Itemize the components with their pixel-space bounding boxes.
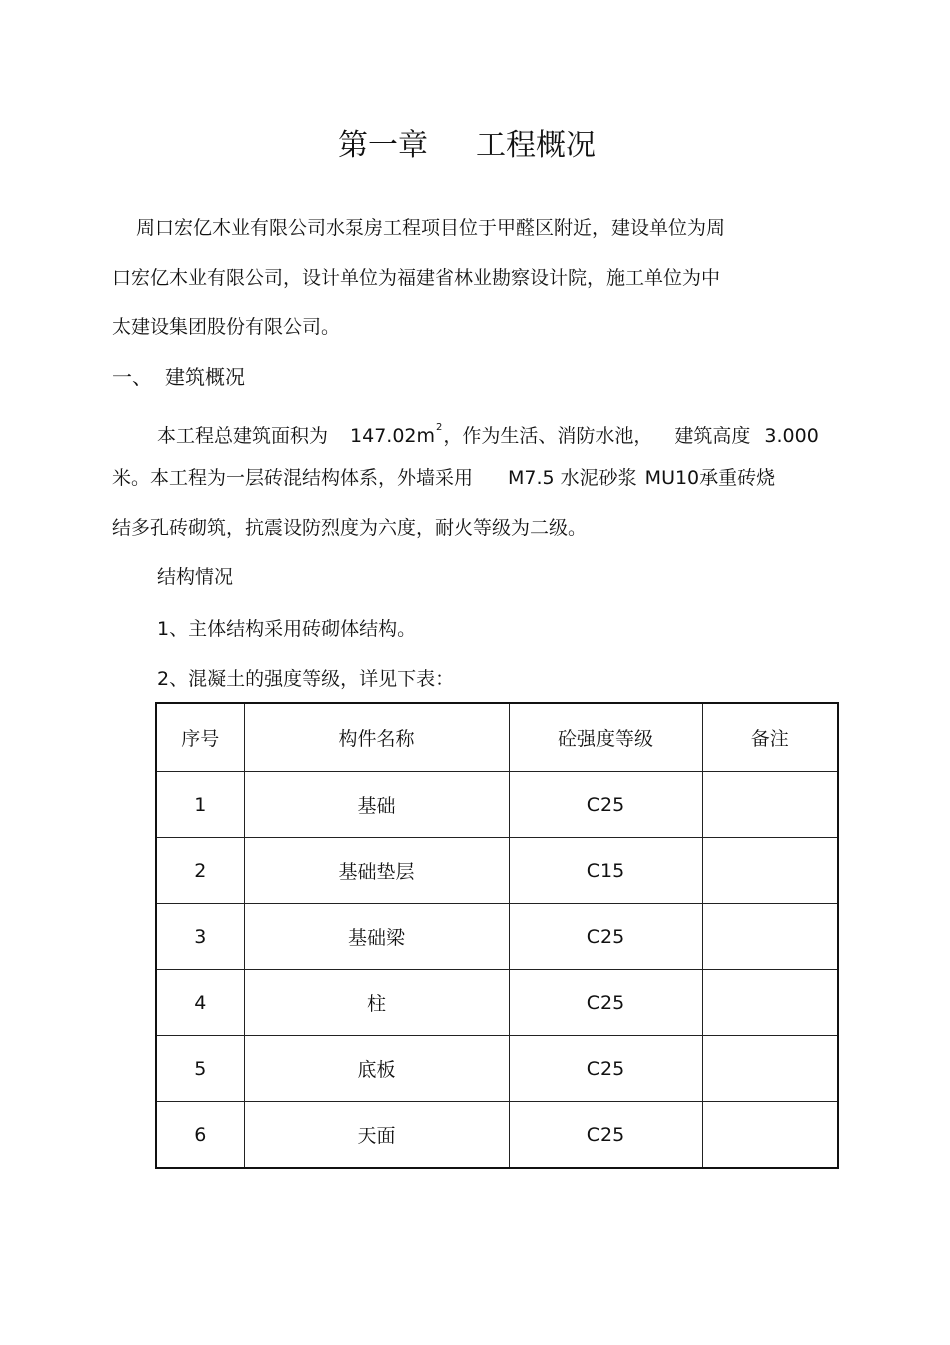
table-row <box>156 1036 838 1102</box>
architecture-paragraph-line-1 <box>157 414 819 450</box>
usage-text: ，作为生活、消防水池， <box>443 425 653 447</box>
header-concrete-grade: 砼强度等级 <box>509 703 702 772</box>
cell-note <box>702 970 838 1036</box>
table-row <box>156 904 838 970</box>
area-value: 147.02m <box>350 425 436 447</box>
cell-note <box>702 904 838 970</box>
chapter-title <box>0 126 934 166</box>
area-superscript: 2 <box>436 422 443 433</box>
cell-component-name: 基础 <box>244 772 509 838</box>
cell-concrete-grade: C25 <box>509 772 702 838</box>
architecture-paragraph-line-3: 结多孔砖砌筑，抗震设防烈度为六度，耐火等级为二级。 <box>112 517 588 539</box>
cell-note <box>702 772 838 838</box>
structure-text: 米。本工程为一层砖混结构体系，外墙采用 <box>112 467 474 489</box>
cell-component-name: 底板 <box>244 1036 509 1102</box>
chapter-number: 第一章 <box>338 128 428 163</box>
cell-concrete-grade: C25 <box>509 904 702 970</box>
intro-line-3: 太建设集团股份有限公司。 <box>112 316 341 338</box>
cell-seq: 3 <box>156 904 244 970</box>
cell-seq: 1 <box>156 772 244 838</box>
structure-item-2: 2、混凝土的强度等级，详见下表： <box>157 668 455 690</box>
cell-concrete-grade: C15 <box>509 838 702 904</box>
height-value: 3.000 <box>764 425 819 447</box>
height-label: 建筑高度 <box>674 425 751 447</box>
section-title: 建筑概况 <box>165 365 245 389</box>
table-row <box>156 772 838 838</box>
header-note: 备注 <box>702 703 838 772</box>
cell-component-name: 基础梁 <box>244 904 509 970</box>
table-row <box>156 838 838 904</box>
area-label: 本工程总建筑面积为 <box>157 425 329 447</box>
cell-seq: 4 <box>156 970 244 1036</box>
table-header-row <box>156 703 838 772</box>
section-number: 一、 <box>112 365 152 389</box>
intro-line-1: 周口宏亿木业有限公司水泵房工程项目位于甲醛区附近，建设单位为周 <box>136 217 726 239</box>
intro-line-2: 口宏亿木业有限公司，设计单位为福建省林业勘察设计院，施工单位为中 <box>112 267 721 289</box>
cell-concrete-grade: C25 <box>509 1036 702 1102</box>
section-heading-architecture <box>112 363 245 391</box>
cell-component-name: 基础垫层 <box>244 838 509 904</box>
table-row <box>156 1102 838 1169</box>
structure-item-1: 1、主体结构采用砖砌体结构。 <box>157 618 417 640</box>
section-heading-structure: 结构情况 <box>157 566 234 588</box>
chapter-name: 工程概况 <box>476 128 596 163</box>
cell-note <box>702 1102 838 1169</box>
cell-concrete-grade: C25 <box>509 1102 702 1169</box>
cell-component-name: 柱 <box>244 970 509 1036</box>
header-seq: 序号 <box>156 703 244 772</box>
cell-seq: 5 <box>156 1036 244 1102</box>
cell-seq: 6 <box>156 1102 244 1169</box>
table-row <box>156 970 838 1036</box>
architecture-paragraph-line-2 <box>112 464 775 492</box>
brick-spec: MU10承重砖烧 <box>644 467 776 489</box>
mortar-spec: M7.5 水泥砂浆 <box>508 467 637 489</box>
cell-component-name: 天面 <box>244 1102 509 1169</box>
cell-note <box>702 838 838 904</box>
concrete-strength-table <box>155 702 839 1169</box>
header-component-name: 构件名称 <box>244 703 509 772</box>
cell-seq: 2 <box>156 838 244 904</box>
cell-note <box>702 1036 838 1102</box>
cell-concrete-grade: C25 <box>509 970 702 1036</box>
